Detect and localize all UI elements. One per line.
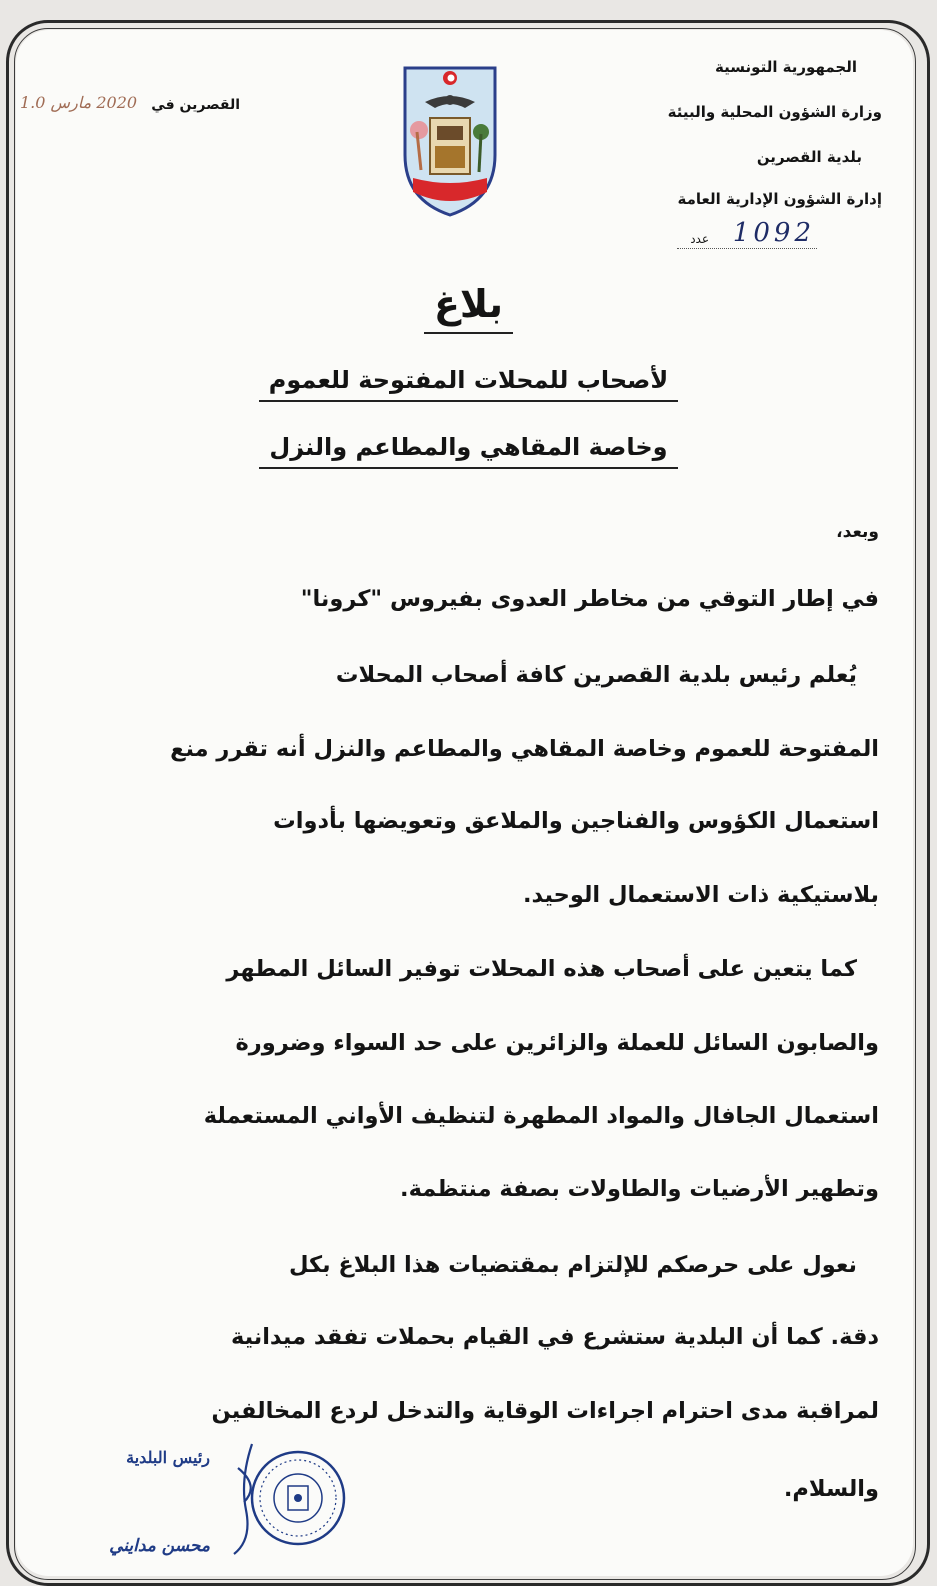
body-line-closing: والسلام. — [783, 1476, 879, 1502]
municipal-coat-of-arms-icon — [395, 60, 505, 220]
reference-number-label: عدد — [690, 232, 709, 246]
reference-number-value: 1092 — [732, 218, 815, 248]
body-line-greeting: وبعد، — [836, 522, 879, 542]
header-department: إدارة الشؤون الإدارية العامة — [677, 190, 882, 208]
body-line-p3-2: دقة. كما أن البلدية ستشرع في القيام بحملات تفقد ميدانية — [230, 1324, 879, 1350]
subtitle-line-2 — [0, 433, 937, 469]
subtitle-line-2-text: وخاصة المقاهي والمطاعم والنزل — [259, 433, 677, 469]
reference-number — [677, 218, 877, 252]
signature-role: رئيس البلدية — [126, 1448, 210, 1467]
page-title-text: بلاغ — [424, 282, 513, 334]
body-line-p1-4: بلاستيكية ذات الاستعمال الوحيد. — [522, 882, 879, 908]
body-line-p2-3: استعمال الجافال والمواد المطهرة لتنظيف الأواني المستعملة — [203, 1103, 879, 1129]
body-line-p3-3: لمراقبة مدى احترام اجراءات الوقاية والتدخل لردع المخالفين — [211, 1398, 879, 1424]
page-title — [0, 282, 937, 334]
body-line-p1-3: استعمال الكؤوس والفناجين والملاعق وتعويضها بأدوات — [273, 808, 879, 834]
signature-name: محسن مدايني — [109, 1536, 210, 1556]
body-line-p3-1: نعول على حرصكم للإلتزام بمقتضيات هذا البلاغ بكل — [288, 1252, 857, 1278]
body-line-p2-2: والصابون السائل للعملة والزائرين على حد السواء وضرورة — [235, 1030, 879, 1056]
header-ministry: وزارة الشؤون المحلية والبيئة — [667, 103, 882, 121]
signature-block — [80, 1440, 320, 1564]
body-line-p2-4: وتطهير الأرضيات والطاولات بصفة منتظمة. — [400, 1176, 879, 1202]
body-line-p1-2: المفتوحة للعموم وخاصة المقاهي والمطاعم والنزل أنه تقرر منع — [170, 736, 879, 762]
body-line-intro: في إطار التوقي من مخاطر العدوى بفيروس "كرونا" — [300, 586, 879, 612]
subtitle-line-1 — [0, 366, 937, 402]
official-stamp-icon — [248, 1448, 348, 1548]
reference-underline — [677, 248, 817, 249]
header-country: الجمهورية التونسية — [715, 58, 857, 76]
body-line-p2-1: كما يتعين على أصحاب هذه المحلات توفير السائل المطهر — [226, 956, 857, 982]
header-municipality: بلدية القصرين — [756, 148, 862, 166]
date-line — [20, 93, 240, 123]
date-place: القصرين في — [151, 97, 240, 113]
date-handwritten: 2020 مارس 1.0 — [20, 93, 138, 112]
subtitle-line-1-text: لأصحاب للمحلات المفتوحة للعموم — [259, 366, 678, 402]
body-line-p1-1: يُعلم رئيس بلدية القصرين كافة أصحاب المحلات — [335, 662, 857, 688]
